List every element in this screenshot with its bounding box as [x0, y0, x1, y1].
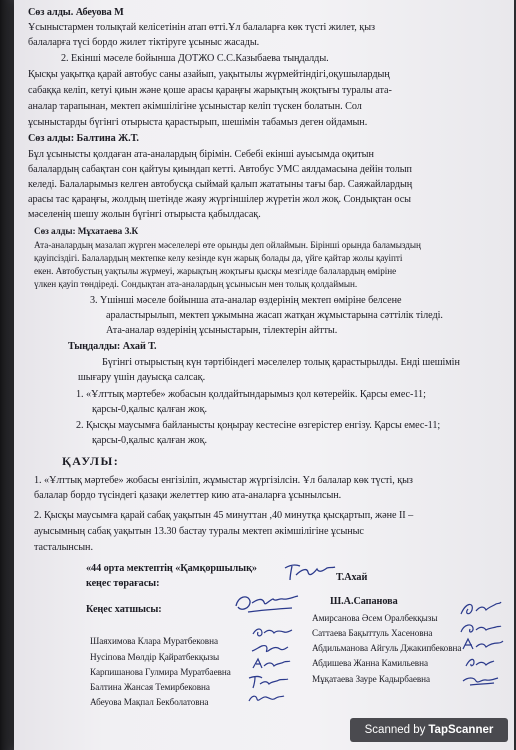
resolution-heading: ҚАУЛЫ: [62, 454, 120, 468]
scanner-watermark [350, 718, 508, 742]
member-name-right: Амирсанова Әсем Оралбекқызы [312, 613, 438, 623]
agenda-item-3: 3. Үшінші мәселе бойынша ата-аналар өздерінің мектеп өміріне белсене [90, 295, 402, 306]
paragraph-line: келеді. Балаларымыз келген автобусқа сыймай қалып жататыны тағы бар. Саяжайлардың [28, 179, 413, 190]
paragraph-line: шығару үшін дауысқа салсақ. [78, 372, 206, 383]
speaker-line: Сөз алды. Абеуова М [28, 7, 124, 18]
member-name-left: Абеуова Мақпал Бекболатовна [90, 697, 209, 707]
member-signature [250, 624, 294, 640]
paragraph-line: Ата-аналар өздерінің ұсыныстарын, тілектерін айтты. [106, 325, 338, 336]
member-signature [462, 654, 496, 672]
paragraph-line: Бүгінгі отырыстың күн тәртібіндегі мәселелер толық қарастырылды. Енді шешімін [102, 357, 460, 368]
document-page [14, 0, 514, 750]
paragraph-line: үлкен қауіп төндіреді. Сондықтан ата-аналардың ұсынысын мен толық қолдаймын. [34, 279, 358, 289]
member-name-left: Карпишанова Гулмира Муратбаевна [90, 667, 231, 677]
chair-name: Т.Ахай [336, 572, 368, 583]
resolution-item-2: 2. Қысқы маусымға қарай сабақ уақытын 45 минуттан ,40 минутқа қысқартып, және II – [34, 510, 414, 521]
member-signature [458, 598, 502, 620]
vote-item-1: 1. «Ұлттық мәртебе» жобасын қолдайтындарымыз қол көтерейік. Қарсы емес-11; [76, 389, 426, 400]
member-signature [246, 672, 290, 690]
paragraph-line: Ата-аналардың мазалап жүрген мәселелері өте орынды деп ойлаймын. Бірінші орында баламыздың [34, 240, 421, 250]
council-title: «44 орта мектептің «Қамқоршылық» [86, 563, 257, 574]
paragraph-line: Қысқы уақытқа қарай автобус саны азайып, уақытылы жүрмейтіндігі,оқушылардың [28, 69, 390, 80]
speaker-line: Сөз алды: Мұхатаева З.К [34, 226, 139, 236]
paragraph-line: қарсы-0,қалыс қалған жоқ. [92, 404, 207, 415]
paragraph-line: Бұл ұсынысты қолдаған ата-аналардың бірімін. Себебі екінші ауысымда оқитын [28, 149, 374, 160]
paragraph-line: балаларға түсі бордо жилет тіктіруге ұсыныс жасады. [28, 37, 260, 48]
member-name-left: Нусіпова Мөлдір Қайратбекқызы [90, 652, 220, 662]
paragraph-line: Ұсыныстармен толықтай келісетінін атап өтті.Ұл балаларға көк түсті жилет, қыз [28, 22, 375, 33]
paragraph-line: балалардың сабақтан сон қайтуы қиындап кетті. Автобус УМС аялдамасына дейін толып [28, 164, 412, 175]
resolution-item-1: 1. «Ұлттық мәртебе» жобасы енгізіліп, жұмыстар жүргізілсін. Ұл балалар көк түсті, қыз [34, 475, 413, 486]
member-signature [246, 690, 286, 706]
paragraph-line: ауысымның сабақ уақытын 13.30 бастау туралы мектеп әкімшілігіне ұсыныс [34, 526, 364, 537]
speaker-line: Сөз алды: Балтина Ж.Т. [28, 133, 139, 144]
secretary-name: Ш.А.Сапанова [330, 596, 398, 607]
speaker-line: Тыңдалды: Ахай Т. [68, 341, 157, 352]
paragraph-line: екен. Автобустың уақтылы жүрмеуі, жарықтың жоқтығы қысқы мезгілде балалардың өміріне [34, 266, 397, 276]
chair-signature [282, 560, 338, 586]
member-name-right: Абдильманова Айгуль Джакипбековна [312, 643, 462, 653]
secretary-signature [232, 588, 302, 618]
page-edge-shadow [0, 0, 14, 750]
scanner-prefix: Scanned by [364, 724, 426, 736]
member-signature [250, 640, 290, 656]
member-signature [460, 671, 500, 689]
secretary-label: Кеңес хатшысы: [86, 604, 162, 615]
paragraph-line: балалар бордо түсіндегі қазақи желеттер кию ата-аналарға ұсынылсын. [34, 490, 342, 501]
vote-item-2: 2. Қысқы маусымға байланысты қоңырау кестесіне өзгерістер енгізу. Қарсы емес-11; [76, 420, 441, 431]
agenda-item-2: 2. Екінші мәселе бойынша ДОТЖО С.С.Казыбаева тыңдалды. [61, 53, 329, 64]
paragraph-line: сабаққа келіп, кетуі қиын және қоше арасы қараңғы жарықтың жоқтығы туралы ата- [28, 85, 392, 96]
member-name-right: Мұқатаева Зауре Кадырбаевна [312, 674, 431, 684]
paragraph-line: тасталынсын. [34, 542, 93, 553]
member-signature [460, 636, 504, 654]
paragraph-line: ұсыныстарды бүгінгі отырыста қарастырып, шешімін табамыз деген ойдамын. [28, 117, 368, 128]
paragraph-line: аналар тарапынан, мектеп әкімшілігіне ұсыныстар келіп түскен болатын. Сол [28, 101, 362, 112]
member-name-left: Балтина Жансая Темирбековна [90, 682, 210, 692]
paragraph-line: араластырылып, мектеп ұжымына жасап жатқан жұмыстарына сәттілік тіледі. [106, 310, 443, 321]
member-name-right: Саттаева Бақыттуль Хасеновна [312, 628, 433, 638]
member-name-left: Шаяхимова Клара Муратбековна [90, 636, 218, 646]
paragraph-line: қауіпсіздігі. Балалардың мектепке келу кезінде күн жарық болады да, үйге қайтар жолы қауіпті [34, 253, 403, 263]
paragraph-line: арасы тас қараңғы, жолдың шетінде жаяу жүргіншілер жүретін жол жоқ. Сондықтан осы [28, 194, 411, 205]
scanner-brand: TapScanner [428, 724, 494, 736]
member-signature [250, 656, 292, 672]
paragraph-line: мәселенің шешу жолын бүгінгі отырыста қабылдасақ. [28, 209, 261, 220]
member-name-right: Абдишева Жанна Камильевна [312, 658, 428, 668]
council-chair-label: кеңес төрағасы: [86, 578, 160, 589]
paragraph-line: қарсы-0,қалыс қалған жоқ. [92, 435, 207, 446]
